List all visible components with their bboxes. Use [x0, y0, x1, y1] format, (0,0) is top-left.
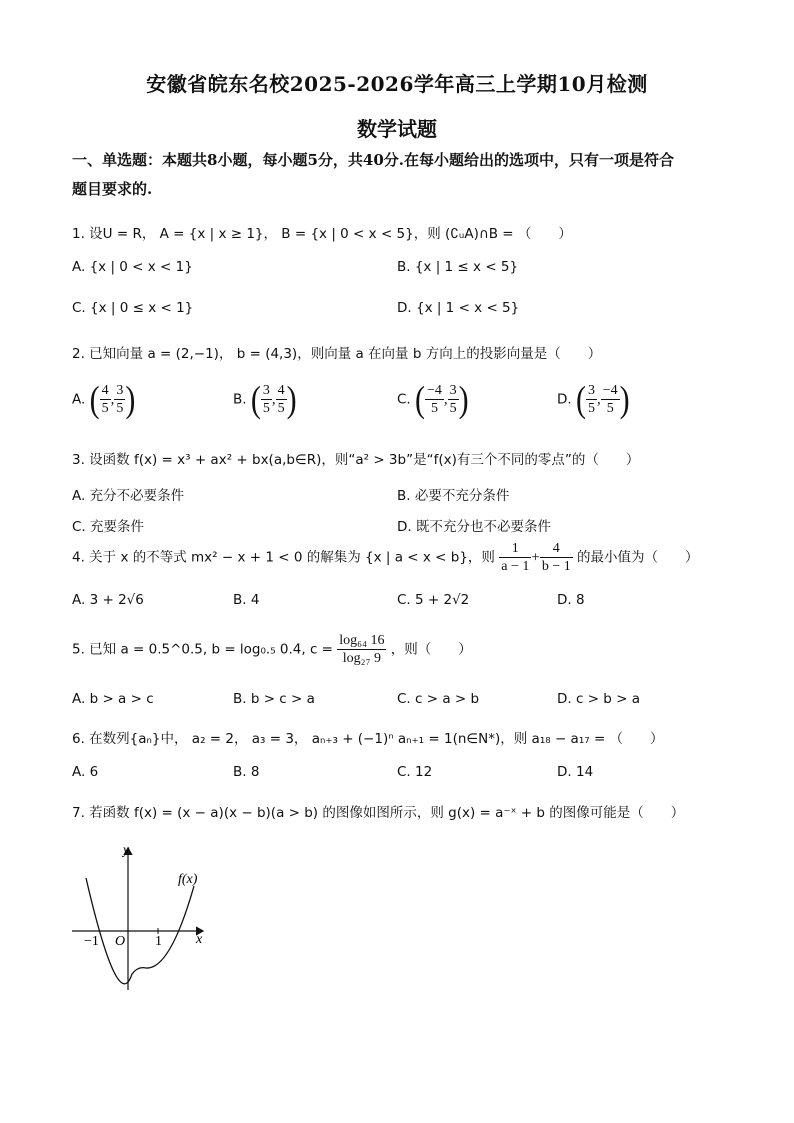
question-6-option-d: D. 14: [557, 764, 594, 780]
question-5-stem: 5. 已知 a = 0.5^0.5, b = log₀.₅ 0.4, c = $\frac{\text{log₆₄ 16}}{\text{log₂₇ 9}}$ ，则（ ）: [72, 633, 472, 666]
question-1-option-b: B. {x | 1 ≤ x < 5}: [397, 259, 519, 275]
question-6-stem: 6. 在数列{aₙ}中， a₂ = 2， a₃ = 3， aₙ₊₃ + (−1)ⁿ aₙ₊₁ = 1(n∈N*)，则 a₁₈ − a₁₇ = （ ）: [72, 731, 664, 747]
y-axis-label: y: [123, 843, 130, 858]
question-4-stem: 4. 关于 x 的不等式 mx² − x + 1 < 0 的解集为 {x | a < x < b}，则 $\frac{1}{a - 1}$ + $\frac{4}{b - 1}$ 的最小值为（ ）: [72, 541, 699, 574]
question-2-option-d: D. ( $\frac{3}{5}$ , $\frac{-4}{5}$ ): [557, 378, 630, 420]
fraction: $\frac{3}{5}$: [587, 383, 595, 416]
left-paren: (: [575, 378, 586, 420]
tick-label-one: 1: [155, 934, 162, 949]
x-axis-label: x: [196, 932, 203, 947]
fraction: $\frac{-4}{5}$: [602, 383, 618, 416]
question-2-option-c: C. ( $\frac{-4}{5}$ , $\frac{3}{5}$ ): [397, 378, 469, 420]
question-1-option-a: A. {x | 0 < x < 1}: [72, 259, 193, 275]
question-1-stem: 1. 设U = R， A = {x | x ≥ 1}， B = {x | 0 < x < 5}，则 (∁ᵤA)∩B = （ ）: [72, 226, 572, 242]
fraction: $\frac{4}{b - 1}$: [541, 541, 571, 574]
right-paren: ): [458, 378, 469, 420]
section-instruction-line1: 一、单选题：本题共8小题，每小题5分，共40分.在每小题给出的选项中，只有一项是符合: [72, 151, 674, 169]
right-paren: ): [286, 378, 297, 420]
exam-subtitle: 数学试题: [357, 117, 437, 141]
fraction: $\frac{4}{5}$: [277, 383, 285, 416]
option-letter: C.: [397, 391, 411, 408]
origin-label: O: [115, 934, 126, 949]
question-3-option-a: A. 充分不必要条件: [72, 488, 185, 504]
question-6-option-a: A. 6: [72, 764, 99, 780]
question-5-option-b: B. b > c > a: [233, 691, 315, 707]
question-4-option-d: D. 8: [557, 592, 585, 608]
question-2-option-a: A. ( $\frac{4}{5}$ , $\frac{3}{5}$ ): [72, 378, 136, 420]
question-1-option-c: C. {x | 0 ≤ x < 1}: [72, 300, 194, 316]
question-2-option-b: B. ( $\frac{3}{5}$ , $\frac{4}{5}$ ): [233, 378, 297, 420]
right-paren: ): [125, 378, 136, 420]
right-paren: ): [619, 378, 630, 420]
question-3-option-d: D. 既不充分也不必要条件: [397, 519, 551, 535]
question-4-option-a: A. 3 + 2√6: [72, 592, 144, 608]
curve-label: f(x): [178, 872, 198, 887]
question-3-stem: 3. 设函数 f(x) = x³ + ax² + bx(a,b∈R)，则“a² > 3b”是“f(x)有三个不同的零点”的（ ）: [72, 452, 640, 468]
question-6-option-c: C. 12: [397, 764, 433, 780]
question-4-option-b: B. 4: [233, 592, 260, 608]
left-paren: (: [415, 378, 426, 420]
left-paren: (: [89, 378, 100, 420]
option-letter: B.: [233, 391, 247, 408]
question-5-option-d: D. c > b > a: [557, 691, 641, 707]
question-7-stem: 7. 若函数 f(x) = (x − a)(x − b)(a > b) 的图像如图所示，则 g(x) = a⁻ˣ + b 的图像可能是（ ）: [72, 805, 685, 821]
option-letter: A.: [72, 391, 86, 408]
exam-title: 安徽省皖东名校2025-2026学年高三上学期10月检测: [146, 72, 648, 96]
question-4-option-c: C. 5 + 2√2: [397, 592, 470, 608]
function-graph: [70, 838, 220, 993]
option-letter: D.: [557, 391, 572, 408]
left-paren: (: [250, 378, 261, 420]
question-2-stem: 2. 已知向量 a = (2,−1)， b = (4,3)，则向量 a 在向量 b 方向上的投影向量是（ ）: [72, 346, 602, 362]
question-5-option-c: C. c > a > b: [397, 691, 480, 707]
fraction: $\frac{3}{5}$: [262, 383, 270, 416]
section-instruction-line2: 题目要求的.: [72, 180, 153, 198]
fraction: $\frac{3}{5}$: [116, 383, 124, 416]
fraction: $\frac{4}{5}$: [101, 383, 109, 416]
fraction: $\frac{-4}{5}$: [427, 383, 442, 416]
fraction: $\frac{\text{log₆₄ 16}}{\text{log₂₇ 9}}$: [339, 633, 385, 666]
fraction: $\frac{3}{5}$: [449, 383, 457, 416]
question-6-option-b: B. 8: [233, 764, 260, 780]
tick-label-neg-one: −1: [84, 934, 99, 949]
fraction: $\frac{1}{a - 1}$: [501, 541, 530, 574]
question-5-option-a: A. b > a > c: [72, 691, 154, 707]
question-3-option-c: C. 充要条件: [72, 519, 145, 535]
question-1-option-d: D. {x | 1 < x < 5}: [397, 300, 520, 316]
question-3-option-b: B. 必要不充分条件: [397, 488, 510, 504]
